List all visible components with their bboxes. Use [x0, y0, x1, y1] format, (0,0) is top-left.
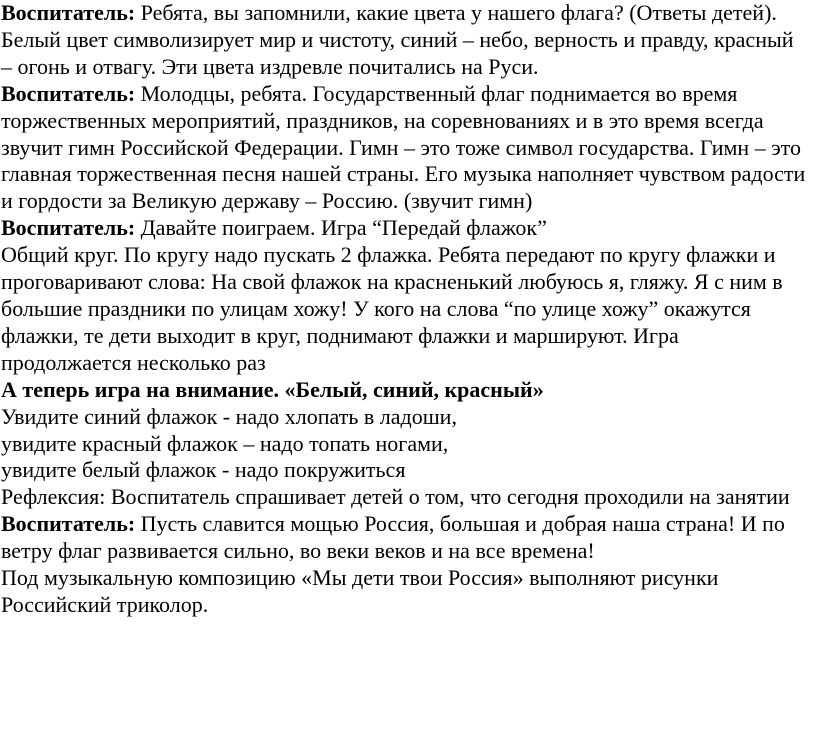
speaker-label: Воспитатель: — [1, 0, 136, 25]
paragraph-text: Ребята, вы запомнили, какие цвета у нашего флага? (Ответы детей). — [135, 0, 777, 25]
paragraph-8 — [1, 431, 810, 458]
game-heading: А теперь игра на внимание. «Белый, синий, красный» — [1, 376, 544, 402]
paragraph-7 — [1, 404, 810, 431]
paragraph-text: Рефлексия: Воспитатель спрашивает детей о том, что сегодня проходили на занятии — [1, 484, 790, 510]
paragraph-1 — [1, 0, 810, 27]
paragraph-text: Пусть славится мощью Россия, большая и добрая наша страна! И по ветру флаг развивается сильно, во веки веков и на все времена! — [1, 511, 785, 564]
paragraph-text: Молодцы, ребята. Государственный флаг поднимается во время торжественных мероприятий, праздников, на соревнованиях и в это время всегда звучит гимн Российской Федерации. Гимн – это тоже символ государства. Гимн – это главная торжественная песня нашей страны. Его музыка наполняет чувством радости и гордости за Великую державу – Россию. (звучит гимн) — [1, 80, 806, 214]
speaker-label: Воспитатель: — [1, 215, 136, 241]
paragraph-12 — [1, 565, 810, 619]
paragraph-10 — [1, 484, 810, 511]
paragraph-text: Белый цвет символизирует мир и чистоту, синий – небо, верность и правду, красный – огонь и отвагу. Эти цвета издревле почитались на Руси. — [1, 26, 794, 79]
paragraph-text: Под музыкальную композицию «Мы дети твои Россия» выполняют рисунки Российский триколор. — [1, 565, 719, 617]
paragraph-2 — [1, 27, 810, 81]
paragraph-5 — [1, 242, 810, 377]
speaker-label: Воспитатель: — [1, 511, 136, 537]
speaker-label: Воспитатель: — [1, 80, 136, 106]
paragraph-11 — [1, 511, 810, 565]
paragraph-9 — [1, 457, 810, 484]
paragraph-text: Увидите синий флажок - надо хлопать в ладоши, — [1, 403, 457, 429]
paragraph-text: увидите белый флажок - надо покружиться — [1, 457, 406, 483]
paragraph-text: Общий круг. По кругу надо пускать 2 флажка. Ребята передают по кругу флажки и проговаривают слова: На свой флажок на красненький любуюсь я, гляжу. Я с ним в большие праздники по улицам хожу! У кого на слова “по улице хожу” окажутся флажки, те дети выходит в круг, поднимают флажки и маршируют. Игра продолжается несколько раз — [1, 242, 783, 375]
paragraph-text: Давайте поиграем. Игра “Передай флажок” — [135, 215, 547, 241]
paragraph-3 — [1, 81, 810, 216]
paragraph-4 — [1, 215, 810, 242]
paragraph-text: увидите красный флажок – надо топать ногами, — [1, 430, 449, 456]
